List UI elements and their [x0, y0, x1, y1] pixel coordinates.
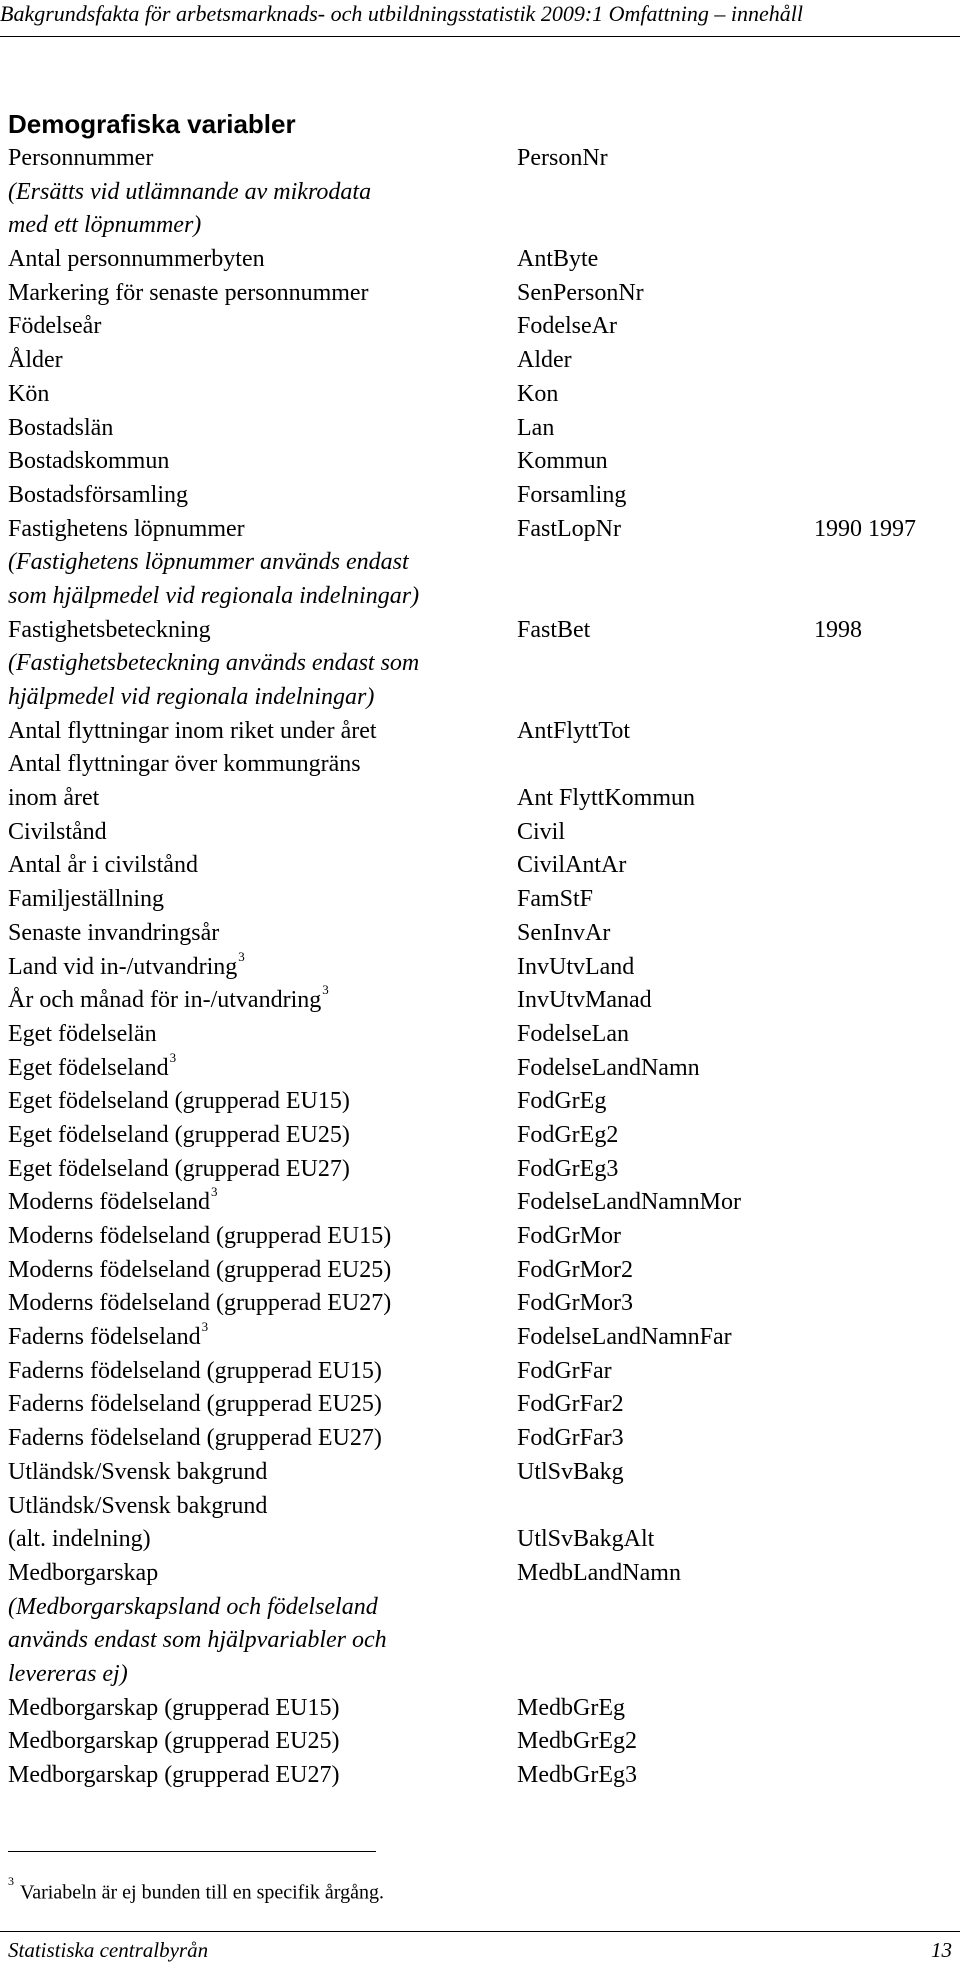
variable-label-text: Senaste invandringsår [8, 919, 220, 946]
variable-code: FodGrEg3 [517, 1155, 619, 1182]
variable-label [8, 1220, 391, 1254]
variable-label [8, 445, 169, 479]
variable-code: Alder [517, 347, 572, 374]
page-header [0, 0, 960, 32]
variable-code: FastBet [517, 616, 591, 643]
variable-label [8, 1692, 339, 1726]
footnote-reference: 3 [201, 1319, 209, 1335]
variable-note [8, 176, 371, 210]
variable-row [0, 1523, 960, 1557]
variable-label-text: Faderns födelseland (grupperad EU15) [8, 1357, 382, 1384]
variable-row [0, 1321, 960, 1355]
variable-label-text: Markering för senaste personnummer [8, 279, 369, 306]
variable-label-text: Faderns födelseland (grupperad EU25) [8, 1391, 382, 1418]
variable-code: FodelseLan [517, 1020, 629, 1047]
variable-label [8, 816, 107, 850]
variable-label-text: Moderns födelseland (grupperad EU15) [8, 1223, 392, 1249]
footnote-marker: 3 [8, 1874, 14, 1888]
variable-label-text: Land vid in-/utvandring [8, 953, 238, 980]
variable-label-text: Antal flyttningar över kommungräns [8, 751, 361, 778]
variable-code: InvUtvLand [517, 953, 635, 980]
variable-code: FamStF [517, 886, 594, 913]
variable-row [0, 1490, 960, 1524]
variable-code: FodGrMor3 [517, 1290, 634, 1317]
variable-code: CivilAntAr [517, 852, 627, 879]
variable-code: AntByte [517, 246, 599, 273]
variable-code: UtlSvBakg [517, 1458, 624, 1485]
variable-code: FodelseLandNamnMor [517, 1189, 741, 1216]
variable-row [0, 310, 960, 344]
variable-label-text: Eget födelseland (grupperad EU25) [8, 1121, 350, 1148]
variable-label [8, 849, 198, 883]
variable-note [8, 1624, 387, 1658]
variable-label [8, 1355, 382, 1389]
variable-code: FastLopNr [517, 515, 621, 542]
variable-row [0, 513, 960, 547]
variable-label [8, 1085, 350, 1119]
variable-label-text: Antal personnummerbyten [8, 246, 265, 273]
variable-label [8, 1049, 177, 1086]
variable-label-text: Antal flyttningar inom riket under året [8, 717, 377, 744]
variable-row [0, 1186, 960, 1220]
variable-row [0, 176, 960, 210]
variable-code: FodGrMor [517, 1223, 622, 1249]
variable-code: FodelseLandNamn [517, 1054, 700, 1081]
variable-code: FodelseLandNamnFar [517, 1324, 732, 1351]
variable-row [0, 1624, 960, 1658]
variable-row [0, 1287, 960, 1321]
variable-label [8, 1018, 157, 1052]
variable-label-text: Fastighetsbeteckning [8, 616, 211, 643]
variable-label [8, 917, 219, 951]
variable-note [8, 580, 419, 614]
variable-row [0, 1456, 960, 1490]
variable-row [0, 209, 960, 243]
variable-label-text: Eget födelseland [8, 1054, 169, 1081]
variable-label [8, 715, 377, 749]
variable-label-text: Medborgarskap (grupperad EU15) [8, 1694, 340, 1721]
variable-label [8, 1254, 391, 1288]
variable-label [8, 1186, 217, 1220]
variable-row [0, 412, 960, 446]
variable-label-text: Moderns födelseland (grupperad EU25) [8, 1256, 392, 1283]
variable-row [0, 580, 960, 614]
variable-label-text: Moderns födelseland (grupperad EU27) [8, 1290, 392, 1317]
variable-row [0, 1557, 960, 1591]
variable-label-text: Bostadsförsamling [8, 481, 188, 508]
variable-label [8, 614, 211, 648]
variable-row [0, 849, 960, 883]
footnote-reference: 3 [169, 1049, 177, 1065]
variable-label-text: Ålder [8, 347, 63, 374]
variable-code: Lan [517, 414, 555, 441]
header-divider [0, 36, 960, 37]
variable-label-text: Faderns födelseland [8, 1324, 201, 1351]
variable-code: Kommun [517, 448, 608, 475]
variable-label [8, 243, 265, 277]
variable-label [8, 1422, 382, 1456]
variable-label [8, 344, 63, 378]
variable-row [0, 1422, 960, 1456]
variable-label-text: (Medborgarskapsland och födelseland [8, 1593, 378, 1620]
variable-code: FodGrMor2 [517, 1256, 634, 1283]
footer-divider [0, 1931, 960, 1932]
variable-code: SenPersonNr [517, 279, 644, 306]
header-title: Bakgrundsfakta för arbetsmarknads- och utbildningsstatistik 2009:1 Omfattning – innehåll [0, 1, 803, 26]
variable-label-text: Eget födelseland (grupperad EU15) [8, 1088, 350, 1115]
variable-code: AntFlyttTot [517, 717, 631, 744]
variable-row [0, 1220, 960, 1254]
variable-row [0, 1725, 960, 1759]
variable-row [0, 378, 960, 412]
variable-label-text: Medborgarskap (grupperad EU25) [8, 1728, 340, 1755]
variable-code: FodGrFar [517, 1357, 612, 1384]
footer-organization: Statistiska centralbyrån [8, 1938, 209, 1962]
variable-label [8, 1523, 151, 1557]
variable-label-text: År och månad för in-/utvandring [8, 987, 322, 1014]
page-number: 13 [931, 1938, 952, 1962]
footnote-text: Variabeln är ej bunden till en specifik årgång. [20, 1881, 384, 1904]
variable-row [0, 816, 960, 850]
variable-label [8, 1388, 382, 1422]
variable-code: FodGrFar2 [517, 1391, 624, 1418]
variable-label-text: Utländsk/Svensk bakgrund [8, 1492, 268, 1519]
variable-row [0, 1049, 960, 1086]
variable-label [8, 1725, 339, 1759]
variable-code: Civil [517, 818, 566, 845]
variable-row [0, 1119, 960, 1153]
variable-row [0, 715, 960, 749]
footnote-reference: 3 [322, 982, 329, 998]
variable-note [8, 647, 419, 681]
variable-label-text: inom året [8, 785, 100, 812]
variable-label-text: (Fastighetsbeteckning används endast som [8, 650, 420, 677]
footnote-reference: 3 [210, 1184, 218, 1200]
variable-list [0, 142, 960, 1793]
variable-label [8, 310, 101, 344]
variable-row [0, 277, 960, 311]
variable-row [0, 344, 960, 378]
variable-label-text: (Fastighetens löpnummer används endast [8, 549, 409, 576]
variable-label-text: Bostadslän [8, 414, 114, 441]
variable-row [0, 445, 960, 479]
variable-code: FodGrFar3 [517, 1425, 624, 1452]
variable-label [8, 1759, 339, 1793]
variable-row [0, 1085, 960, 1119]
variable-code: FodGrEg [517, 1088, 607, 1115]
variable-note [8, 681, 374, 715]
variable-label [8, 948, 245, 985]
variable-label-text: Medborgarskap [8, 1559, 159, 1586]
variable-label [8, 1287, 391, 1321]
variable-code: MedbGrEg [517, 1694, 625, 1721]
variable-label [8, 1321, 208, 1355]
variable-row [0, 1254, 960, 1288]
variable-code: FodelseAr [517, 313, 617, 340]
variable-code: InvUtvManad [517, 987, 652, 1014]
variable-label-text: Civilstånd [8, 818, 107, 845]
variable-label-text: levereras ej) [8, 1660, 128, 1687]
variable-label-text: (Ersätts vid utlämnande av mikrodata [8, 178, 372, 205]
section-heading: Demografiska variabler [8, 109, 296, 139]
variable-years: 1990 1997 [814, 515, 916, 542]
variable-note [8, 1591, 378, 1625]
variable-label-text: Familjeställning [8, 886, 164, 913]
variable-label-text: Personnummer [8, 145, 154, 171]
variable-row [0, 1153, 960, 1187]
variable-label [8, 479, 188, 513]
page-footer [0, 1936, 960, 1966]
variable-label [8, 378, 49, 412]
variable-label [8, 277, 369, 311]
variable-label [8, 1557, 158, 1591]
variable-label [8, 748, 361, 782]
variable-code: MedbGrEg3 [517, 1762, 637, 1788]
variable-code: MedbGrEg2 [517, 1728, 637, 1755]
variable-row [0, 681, 960, 715]
variable-label-text: med ett löpnummer) [8, 212, 202, 239]
variable-code: MedbLandNamn [517, 1559, 681, 1586]
variable-label-text: Medborgarskap (grupperad EU27) [8, 1762, 340, 1788]
variable-code: UtlSvBakgAlt [517, 1526, 655, 1553]
variable-note [8, 546, 409, 580]
variable-row [0, 748, 960, 782]
variable-code: Ant FlyttKommun [517, 785, 696, 812]
variable-row [0, 1759, 960, 1793]
variable-label-text: används endast som hjälpvariabler och [8, 1627, 387, 1654]
variable-row [0, 1018, 960, 1052]
variable-label-text: Eget födelseland (grupperad EU27) [8, 1155, 350, 1182]
variable-label-text: som hjälpmedel vid regionala indelningar) [8, 582, 420, 609]
variable-label-text: (alt. indelning) [8, 1526, 151, 1553]
variable-label [8, 1456, 267, 1490]
variable-row [0, 614, 960, 648]
variable-label [8, 782, 99, 816]
variable-label [8, 1490, 267, 1524]
variable-row [0, 243, 960, 277]
variable-code: FodGrEg2 [517, 1121, 619, 1148]
variable-label-text: hjälpmedel vid regionala indelningar) [8, 684, 375, 710]
variable-row [0, 1692, 960, 1726]
variable-row [0, 1591, 960, 1625]
variable-label [8, 1119, 350, 1153]
variable-row [0, 917, 960, 951]
variable-label-text: Moderns födelseland [8, 1189, 210, 1216]
variable-label-text: Eget födelselän [8, 1020, 157, 1047]
variable-row [0, 782, 960, 816]
variable-label-text: Födelseår [8, 313, 102, 340]
variable-row [0, 1355, 960, 1389]
variable-note [8, 1658, 128, 1692]
variable-label [8, 883, 164, 917]
variable-label-text: Utländsk/Svensk bakgrund [8, 1458, 268, 1485]
variable-label [8, 1153, 350, 1187]
variable-row [0, 984, 960, 1018]
variable-row [0, 546, 960, 580]
variable-label [8, 412, 113, 446]
variable-label [8, 984, 329, 1018]
variable-years: 1998 [814, 616, 862, 643]
variable-label [8, 513, 245, 547]
variable-code: SenInvAr [517, 919, 611, 946]
variable-code: Forsamling [517, 481, 627, 508]
variable-row [0, 883, 960, 917]
footnote-reference: 3 [238, 948, 245, 964]
variable-row [0, 948, 960, 985]
variable-row [0, 479, 960, 513]
variable-label-text: Faderns födelseland (grupperad EU27) [8, 1425, 382, 1452]
variable-row [0, 1658, 960, 1692]
variable-label-text: Bostadskommun [8, 448, 170, 475]
variable-code: PersonNr [517, 145, 608, 171]
variable-code: Kon [517, 380, 559, 407]
variable-row [0, 142, 960, 176]
footnote-divider [8, 1851, 376, 1852]
variable-label [8, 142, 153, 176]
variable-label-text: Kön [8, 380, 50, 407]
footnote [8, 1874, 384, 1906]
variable-note [8, 209, 201, 243]
variable-label-text: Antal år i civilstånd [8, 852, 198, 879]
variable-row [0, 647, 960, 681]
variable-label-text: Fastighetens löpnummer [8, 515, 245, 542]
variable-row [0, 1388, 960, 1422]
